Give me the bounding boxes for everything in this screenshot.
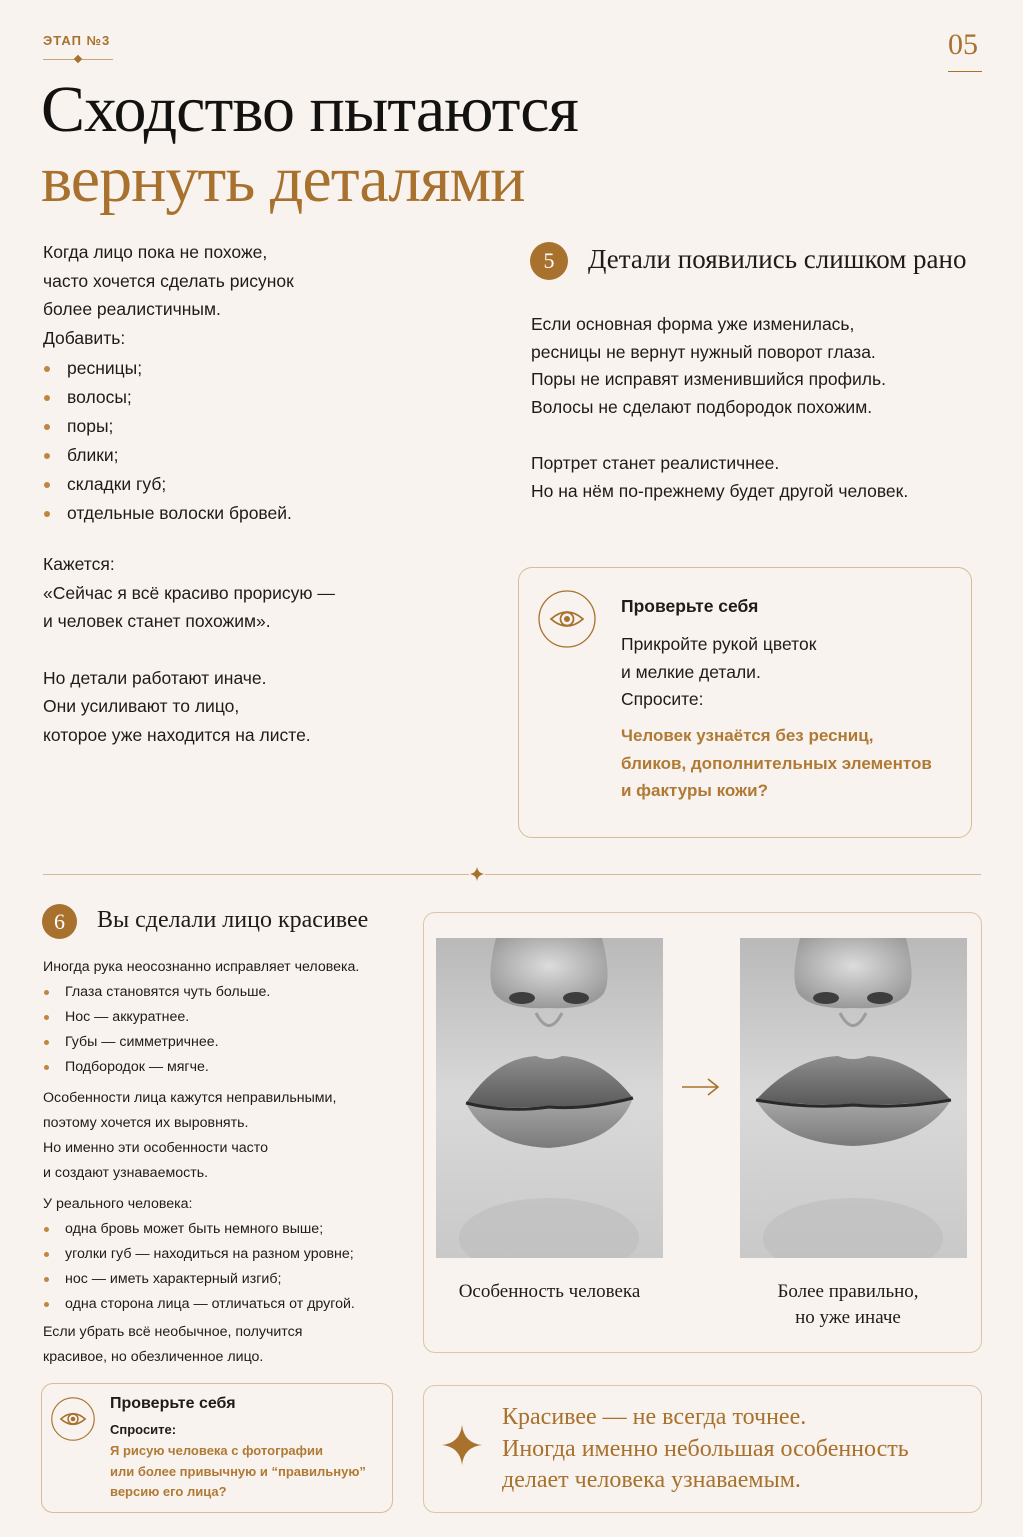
list-item: блики; [43, 441, 463, 470]
text-line: У реального человека: [43, 1196, 193, 1212]
question-line: бликов, дополнительных элементов [621, 753, 932, 773]
text-line: и создают узнаваемость. [43, 1165, 209, 1181]
caption-original: Особенность человека [458, 1281, 641, 1302]
question-line: Человек узнаётся без ресниц, [621, 726, 874, 745]
text-line: Портрет станет реалистичнее. [531, 452, 780, 473]
section-heading: Детали появились слишком рано [588, 244, 967, 274]
takeaway-line: делает человека узнаваемым. [502, 1467, 801, 1493]
list-item: волосы; [43, 383, 463, 412]
list-item: уголки губ — находиться на разном уровне; [43, 1242, 403, 1267]
check-title: Проверьте себя [110, 1395, 236, 1412]
section6-text [43, 955, 403, 1370]
question-line: и фактуры кожи? [621, 781, 768, 800]
text-line: Особенности лица кажутся неправильными, [43, 1090, 337, 1106]
changes-list [43, 980, 403, 1080]
seems-label: Кажется: [43, 554, 115, 574]
text-line: поэтому хочется их выровнять. [43, 1115, 249, 1131]
page-number-underline [948, 71, 982, 72]
check-question [621, 722, 932, 805]
list-item: одна сторона лица — отличаться от другой. [43, 1292, 403, 1317]
takeaway-line: Иногда именно небольшая особенность [502, 1435, 909, 1462]
check-question [110, 1441, 366, 1503]
caption-line: Более правильно, [777, 1281, 919, 1302]
question-line: версию его лица? [110, 1484, 227, 1499]
lips-original-image [436, 938, 663, 1258]
diamond-ornament [74, 55, 82, 63]
text-line: красивое, но обезличенное лицо. [43, 1349, 264, 1365]
intro-line: Когда лицо пока не похоже, [43, 242, 268, 262]
section-heading: Вы сделали лицо красивее [97, 907, 369, 933]
list-item: Подбородок — мягче. [43, 1055, 403, 1080]
sparkle-star-icon [441, 1424, 483, 1466]
list-item: складки губ; [43, 470, 463, 499]
text-line: Но именно эти особенности часто [43, 1140, 268, 1156]
text-line: Но на нём по-прежнему будет другой человек. [531, 480, 909, 501]
lips-corrected-image [740, 938, 967, 1258]
ask-label: Спросите: [110, 1422, 177, 1437]
check-title: Проверьте себя [621, 596, 759, 616]
text-line: ресницы не вернут нужный поворот глаза. [531, 341, 876, 362]
section5-text [531, 311, 981, 505]
eye-icon [51, 1397, 95, 1441]
text-line: Волосы не сделают подбородок похожим. [531, 397, 873, 418]
arrow-right-icon [680, 1076, 722, 1098]
section-number-badge: 6 [42, 904, 77, 939]
text-line: Поры не исправят изменившийся профиль. [531, 369, 886, 390]
intro-line: часто хочется сделать рисунок [43, 270, 294, 291]
list-item: отдельные волоски бровей. [43, 499, 463, 528]
text-line: Если убрать всё необычное, получится [43, 1324, 303, 1340]
section-number-badge: 5 [530, 242, 568, 280]
page-number: 05 [948, 28, 978, 61]
key-takeaway-text [502, 1402, 909, 1497]
list-item: поры; [43, 412, 463, 441]
page-title-line1: Сходство пытаются [41, 73, 578, 146]
eye-icon [538, 590, 596, 648]
intro-line: Но детали работают иначе. [43, 667, 267, 688]
section-divider [43, 874, 981, 875]
question-line: Я рисую человека с фотографии [110, 1443, 324, 1458]
intro-line: которое уже находится на листе. [43, 724, 311, 745]
text-line: Спросите: [621, 689, 704, 709]
features-list [43, 1217, 403, 1317]
quote-line: «Сейчас я всё красиво прорисую — [43, 582, 335, 603]
list-item: ресницы; [43, 354, 463, 383]
list-item: одна бровь может быть немного выше; [43, 1217, 403, 1242]
page-title-line2: вернуть деталями [41, 143, 525, 216]
question-line: или более привычную и “правильную” [110, 1463, 366, 1479]
list-item: Глаза становятся чуть больше. [43, 980, 403, 1005]
caption-line: но уже иначе [795, 1307, 901, 1328]
text-line: и мелкие детали. [621, 661, 761, 682]
star-ornament-icon [469, 866, 485, 882]
list-item: нос — иметь характерный изгиб; [43, 1267, 403, 1292]
text-line: Прикройте рукой цветок [621, 634, 817, 654]
text-line: Если основная форма уже изменилась, [531, 314, 855, 334]
intro-line: более реалистичным. [43, 299, 221, 319]
text-line: Иногда рука неосознанно исправляет человека. [43, 959, 360, 975]
intro-text [43, 238, 463, 749]
quote-line: и человек станет похожим». [43, 611, 271, 631]
caption-corrected [736, 1279, 960, 1331]
list-item: Нос — аккуратнее. [43, 1005, 403, 1030]
list-item: Губы — симметричнее. [43, 1030, 403, 1055]
details-list [43, 354, 463, 528]
takeaway-line: Красивее — не всегда точнее. [502, 1404, 807, 1430]
check-instructions [621, 631, 816, 714]
add-label: Добавить: [43, 327, 126, 348]
stage-label: ЭТАП №3 [43, 33, 111, 48]
intro-line: Они усиливают то лицо, [43, 696, 240, 716]
